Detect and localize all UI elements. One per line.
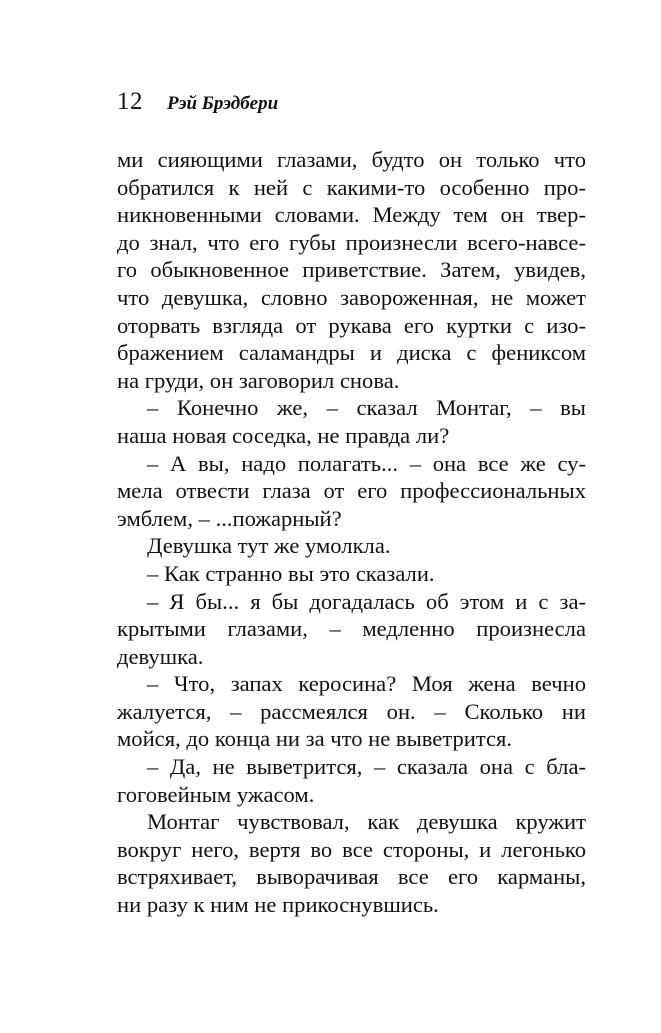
- text-line: бражением саламандры и диска с фениксом: [117, 340, 586, 366]
- text-line: жалуется, – рассмеялся он. – Сколько ни: [117, 698, 586, 724]
- running-head: [117, 88, 278, 122]
- text-line: мойся, до конца ни за что не выветрится.: [117, 726, 513, 752]
- text-line: – Да, не выветрится, – сказала она с бла-: [147, 754, 586, 780]
- text-line: Монтаг чувствовал, как девушка кружит: [147, 809, 586, 835]
- text-line: ми сияющими глазами, будто он только что: [117, 147, 586, 172]
- text-line: го обыкновенное приветствие. Затем, увидев,: [117, 257, 586, 283]
- text-line: наша новая соседка, не правда ли?: [117, 422, 450, 448]
- text-line: – А вы, надо полагать... – она все же су-: [147, 450, 586, 476]
- text-line: на груди, он заговорил снова.: [117, 367, 400, 393]
- page-number: 12: [117, 88, 143, 115]
- text-line: гоговейным ужасом.: [117, 781, 315, 807]
- text-line: никновенными словами. Между тем он твер-: [117, 202, 586, 228]
- body-text: [117, 146, 586, 919]
- text-line: Девушка тут же умолкла.: [147, 533, 391, 559]
- text-line: – Как странно вы это сказали.: [147, 560, 435, 586]
- text-line: девушка.: [117, 643, 204, 669]
- text-line: оторвать взгляда от рукава его куртки с изо-: [117, 312, 586, 338]
- text-line: обратился к ней с какими-то особенно про-: [117, 174, 586, 200]
- text-line: – Что, запах керосина? Моя жена вечно: [147, 671, 586, 697]
- text-line: ни разу к ним не прикоснувшись.: [117, 892, 439, 918]
- text-line: мела отвести глаза от его профессиональных: [117, 478, 586, 504]
- text-line: вокруг него, вертя во все стороны, и легонько: [117, 836, 586, 862]
- text-line: встряхивает, выворачивая все его карманы,: [117, 864, 586, 890]
- running-title: Рэй Брэдбери: [167, 93, 279, 114]
- text-line: крытыми глазами, – медленно произнесла: [117, 616, 586, 642]
- text-line: до знал, что его губы произнесли всего-навсе-: [117, 229, 586, 255]
- text-line: – Конечно же, – сказал Монтаг, – вы: [147, 395, 586, 421]
- text-line: что девушка, словно завороженная, не может: [117, 284, 586, 310]
- text-line: – Я бы... я бы догадалась об этом и с за-: [147, 588, 586, 614]
- text-line: эмблем, – ...пожарный?: [117, 505, 342, 531]
